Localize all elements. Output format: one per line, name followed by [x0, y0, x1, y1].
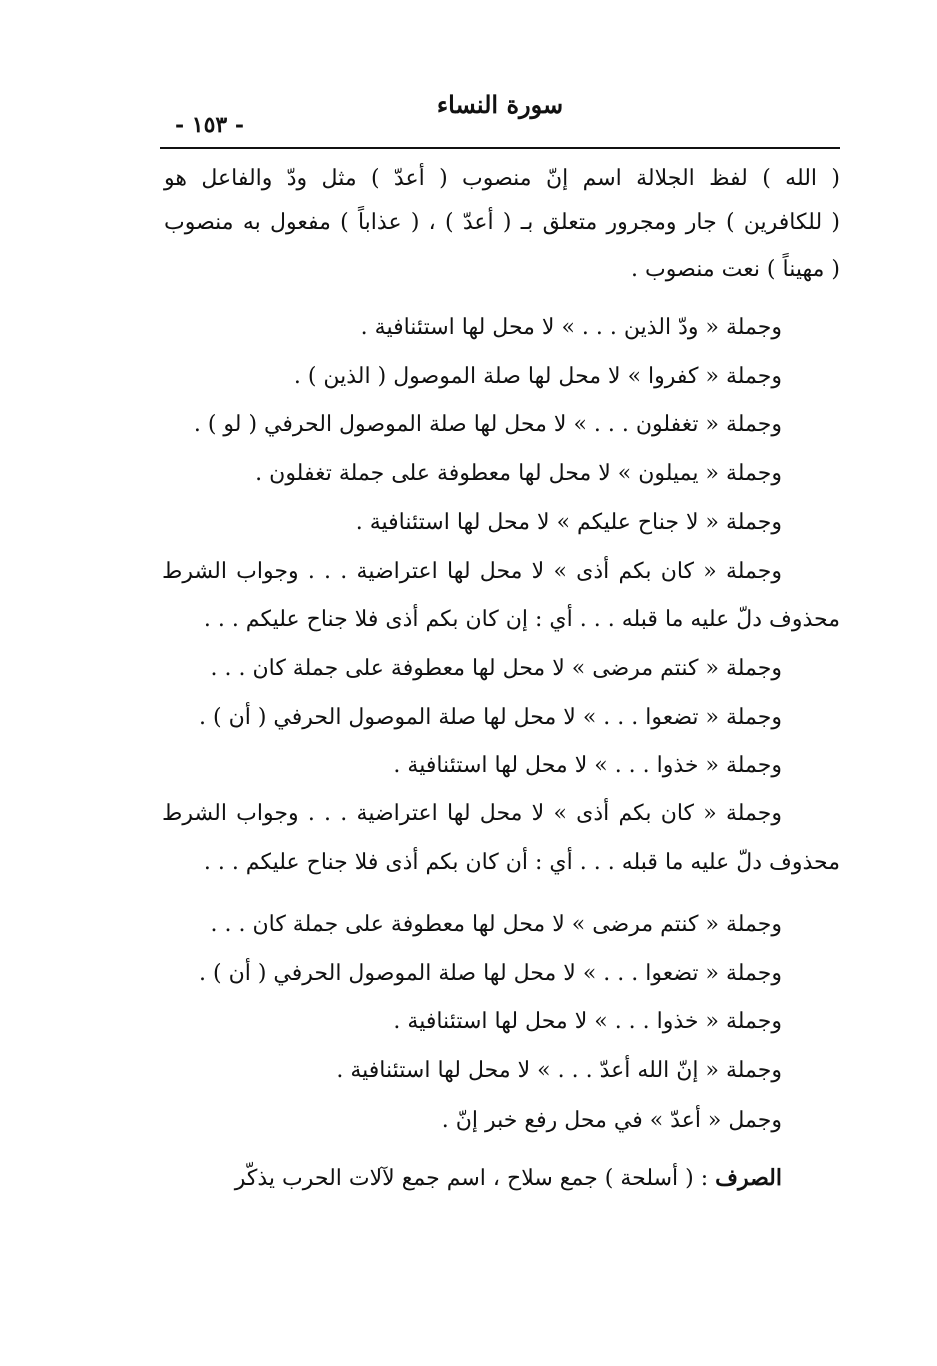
jumla-line: وجملة « كان بكم أذى » لا محل لها اعتراضية . . . وجواب الشرط [162, 801, 782, 826]
intro-line-3: ( مهيناً ) نعت منصوب . [631, 257, 840, 282]
jumla-line: وجملة « كنتم مرضى » لا محل لها معطوفة على جملة كان . . . [210, 912, 782, 937]
jumla-line: وجملة « كفروا » لا محل لها صلة الموصول ( الذين ) . [293, 364, 782, 389]
jumla-line: وجمل « أعدّ » في محل رفع خبر إنّ . [441, 1108, 782, 1133]
intro-line-2: ( للكافرين ) جار ومجرور متعلق بـ ( أعدّ ) ، ( عذاباً ) مفعول به منصوب [164, 210, 840, 235]
page-header [160, 90, 840, 140]
sarf-line [235, 1163, 782, 1193]
jumla-line: وجملة « كنتم مرضى » لا محل لها معطوفة على جملة كان . . . [210, 656, 782, 681]
page-number: - ١٥٣ - [175, 112, 245, 138]
header-divider [160, 147, 840, 149]
jumla-line: وجملة « لا جناح عليكم » لا محل لها استئنافية . [355, 510, 782, 535]
jumla-line: وجملة « تغفلون . . . » لا محل لها صلة الموصول الحرفي ( لو ) . [193, 412, 782, 437]
jumla-line: وجملة « خذوا . . . » لا محل لها استئنافية . [393, 1009, 782, 1034]
jumla-line: وجملة « إنّ الله أعدّ . . . » لا محل لها استئنافية . [336, 1058, 782, 1083]
intro-line-1: ( الله ) لفظ الجلالة اسم إنّ منصوب ( أعدّ ) مثل ودّ والفاعل هو [164, 166, 840, 191]
jumla-line: وجملة « تضعوا . . . » لا محل لها صلة الموصول الحرفي ( أن ) . [199, 961, 782, 986]
jumla-continuation-line: محذوف دلّ عليه ما قبله . . . أي : إن كان بكم أذى فلا جناح عليكم . . . [203, 607, 840, 632]
surah-title: سورة النساء [436, 90, 564, 119]
jumla-continuation-line: محذوف دلّ عليه ما قبله . . . أي : أن كان بكم أذى فلا جناح عليكم . . . [203, 850, 840, 875]
jumla-line: وجملة « تضعوا . . . » لا محل لها صلة الموصول الحرفي ( أن ) . [199, 705, 782, 730]
sarf-text: : ( أسلحة ) جمع سلاح ، اسم جمع لآلات الحرب يذكّر [234, 1166, 709, 1191]
jumla-line: وجملة « يميلون » لا محل لها معطوفة على جملة تغفلون . [255, 461, 782, 486]
sarf-label: الصرف [715, 1165, 782, 1191]
jumla-line: وجملة « خذوا . . . » لا محل لها استئنافية . [393, 753, 782, 778]
jumla-line: وجملة « كان بكم أذى » لا محل لها اعتراضية . . . وجواب الشرط [162, 559, 782, 584]
jumla-line: وجملة « ودّ الذين . . . » لا محل لها استئنافية . [360, 315, 782, 340]
